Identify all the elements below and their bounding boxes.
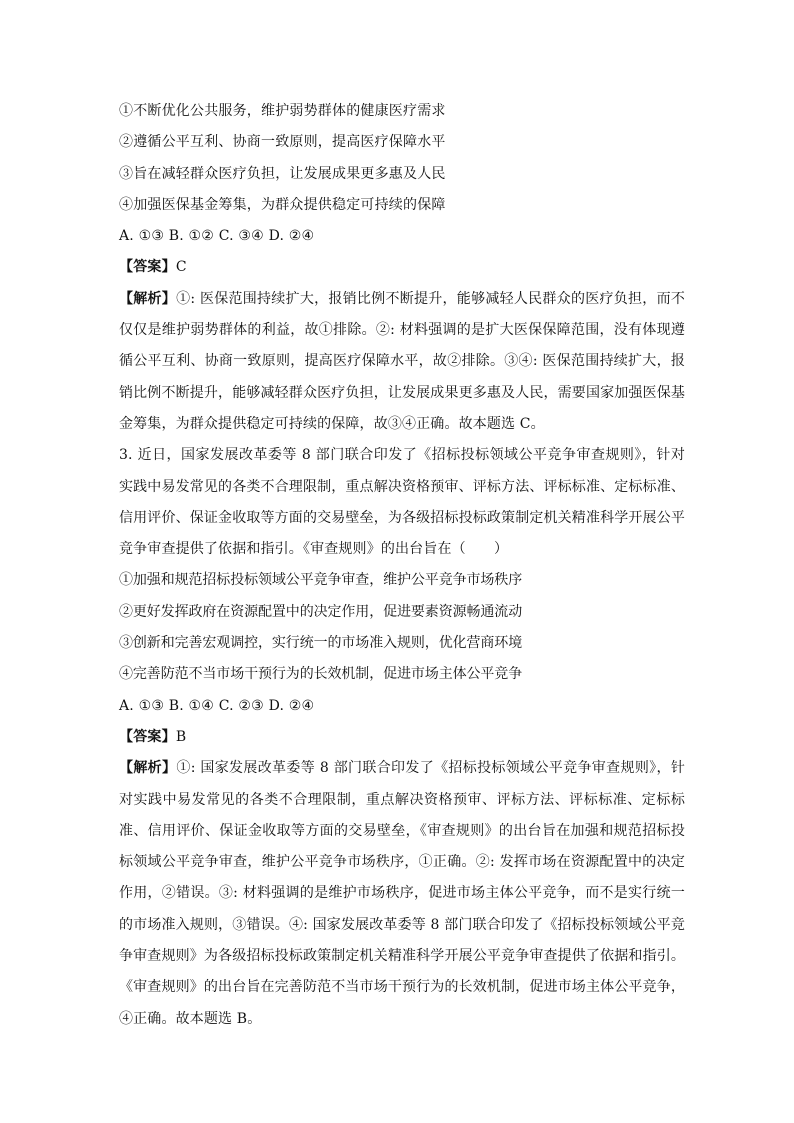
q3-answer-value: B <box>175 728 187 745</box>
q2-choices: A. ①③ B. ①② C. ③④ D. ②④ <box>119 228 315 245</box>
q2-option-4: ④加强医保基金筹集，为群众提供稳定可持续的保障 <box>119 196 446 213</box>
q3-analysis-label: 【解析】 <box>119 760 177 777</box>
q3-option-3: ③创新和完善宏观调控，实行统一的市场准入规则，优化营商环境 <box>119 635 523 652</box>
q3-option-4: ④完善防范不当市场干预行为的长效机制，促进市场主体公平竞争 <box>119 666 523 683</box>
q3-stem: 3. 近日，国家发展改革委等 8 部门联合印发了《招标投标领域公平竞争审查规则》，针对实践中易发常见的各类不合理限制，重点解决资格预审、评标方法、评标标准、定标标准、信用评价、保证金收取等方面的交易壁垒，为各级招标投标政策制定机关精准科学开展公平竞争审查提供了依据和指引。《审查规则》的出台旨在（ ） <box>119 447 685 558</box>
q3-answer <box>119 722 685 753</box>
q2-answer-value: C <box>175 259 187 276</box>
q3-option-2: ②更好发挥政府在资源配置中的决定作用，促进要素资源畅通流动 <box>119 603 523 620</box>
q2-analysis-label: 【解析】 <box>119 290 177 307</box>
q3-analysis-text: ①: 国家发展改革委等 8 部门联合印发了《招标投标领域公平竞争审查规则》，针对实践中易发常见的各类不合理限制，重点解决资格预审、评标方法、评标标准、定标标准、信用评价、保证金收取等方面的交易壁垒，《审查规则》的出台旨在加强和规范招标投标领域公平竞争审查，维护公平竞争市场秩序，①正确。②: 发挥市场在资源配置中的决定作用，②错误。③: 材料强调的是维护市场秩序，促进市场主体公平竞争，而不是实行统一的市场准入规则，③错误。④: 国家发展改革委等 8 部门联合印发了《招标投标领域公平竞争审查规则》为各级招标投标政策制定机关精准科学开展公平竞争审查提供了依据和指引。《审查规则》的出台旨在完善防范不当市场干预行为的长效机制，促进市场主体公平竞争，④正确。故本题选 B。 <box>119 760 685 1027</box>
q2-answer-label: 【答案】 <box>119 259 176 276</box>
q3-choices: A. ①③ B. ①④ C. ②③ D. ②④ <box>119 697 315 714</box>
q2-option-3: ③旨在减轻群众医疗负担，让发展成果更多惠及人民 <box>119 165 446 182</box>
document-page <box>119 96 685 1035</box>
q3-option-1: ①加强和规范招标投标领域公平竞争审查，维护公平竞争市场秩序 <box>119 572 523 589</box>
q3-answer-label: 【答案】 <box>119 728 176 745</box>
q2-option-1: ①不断优化公共服务，维护弱势群体的健康医疗需求 <box>119 103 446 119</box>
q3-analysis <box>119 753 685 1035</box>
q2-option-2: ②遵循公平互利、协商一致原则，提高医疗保障水平 <box>119 134 446 151</box>
q2-analysis-text: ①: 医保范围持续扩大，报销比例不断提升，能够减轻人民群众的医疗负担，而不仅仅是维护弱势群体的利益，故①排除。②: 材料强调的是扩大医保保障范围，没有体现遵循公平互利、协商一致原则，提高医疗保障水平，故②排除。③④: 医保范围持续扩大，报销比例不断提升，能够减轻群众医疗负担，让发展成果更多惠及人民，需要国家加强医保基金筹集，为群众提供稳定可持续的保障，故③④正确。故本题选 C。 <box>119 290 686 432</box>
q2-analysis <box>119 284 685 440</box>
q2-answer <box>119 252 685 283</box>
